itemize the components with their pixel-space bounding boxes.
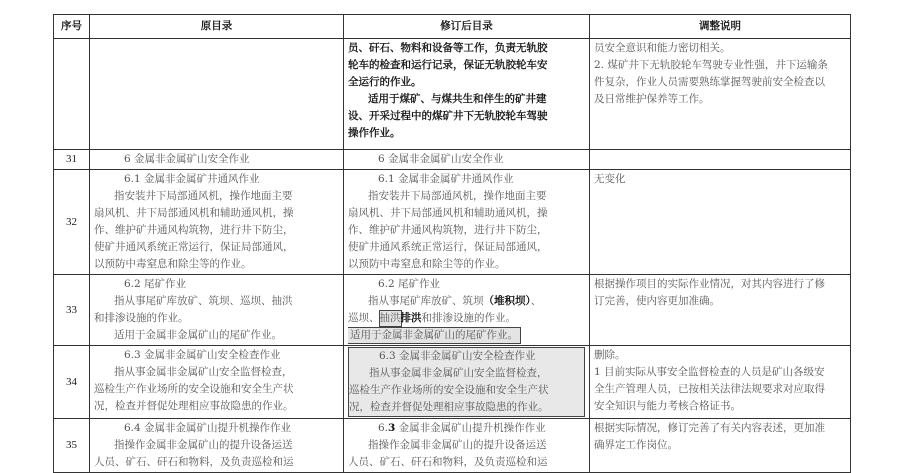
revised-line: 人员、矿石、矸石和物料，及负责巡检和运 xyxy=(348,456,548,468)
revised-cell xyxy=(344,170,590,275)
original-line: 况，检查并督促处理相应事故隐患的作业。 xyxy=(94,400,294,412)
note-line: 全生产管理人员，已按相关法律法规要求对应取得 xyxy=(594,383,825,395)
revised-line: 作、维护矿井通风构筑物，进行井下防尘， xyxy=(348,224,548,236)
revised-line: 全运行的作业。 xyxy=(348,76,422,88)
note-cell xyxy=(590,150,851,170)
revised-line: 使矿井通风系统正常运行，保证局部通风， xyxy=(348,241,548,253)
seq-cell: 33 xyxy=(54,275,90,346)
table-row xyxy=(54,419,851,473)
header-row xyxy=(54,15,851,39)
original-line: 指安装井下局部通风机，操作地面主要 xyxy=(114,190,293,202)
inserted-text: （堆积坝） xyxy=(483,295,531,307)
original-line: 指从事金属非金属矿山安全监督检查， xyxy=(114,366,293,378)
note-line: 根据操作项目的实际作业情况，对其内容进行了修 xyxy=(594,278,825,290)
original-line: 以预防中毒窒息和除尘等的作业。 xyxy=(94,258,252,270)
note-line: 订完善，使内容更加准确。 xyxy=(594,295,720,307)
seq-cell xyxy=(54,39,90,150)
original-line: 使矿井通风系统正常运行，保证局部通风， xyxy=(94,241,294,253)
revised-line xyxy=(348,327,585,344)
note-cell xyxy=(590,39,851,150)
original-line: 人员、矿石、矸石和物料，及负责巡检和运 xyxy=(94,456,294,468)
table-row xyxy=(54,39,851,150)
original-line: 6.1 金属非金属矿井通风作业 xyxy=(124,173,260,185)
text-run: 、 xyxy=(530,295,542,307)
note-line: 2. 煤矿井下无轨胶轮车驾驶专业性强，井下运输条 xyxy=(594,59,828,71)
original-cell xyxy=(90,419,344,473)
original-line: 扇风机、井下局部通风机和辅助通风机，操 xyxy=(94,207,294,219)
deleted-text: 抽洪 xyxy=(379,312,401,324)
revised-line: 操作作业。 xyxy=(348,127,401,139)
text-run: 指从事尾矿库放矿、筑坝 xyxy=(368,295,484,307)
table-row xyxy=(54,170,851,275)
original-cell xyxy=(90,346,344,419)
revised-cell xyxy=(344,419,590,473)
note-line: 件复杂，作业人员需要熟练掌握驾驶前安全检查以 xyxy=(594,76,825,88)
revised-line xyxy=(348,293,585,310)
revised-line: 扇风机、井下局部通风机和辅助通风机，操 xyxy=(348,207,548,219)
note-line: 及日常维护保养等工作。 xyxy=(594,93,710,105)
revised-line: 况，检查并督促处理相应事故隐患的作业。 xyxy=(349,401,549,413)
text-run: 6. xyxy=(378,422,389,434)
original-line: 6.2 尾矿作业 xyxy=(124,278,187,290)
original-line: 6.4 金属非金属矿山提升机操作作业 xyxy=(124,422,292,434)
revised-line: 6.1 金属非金属矿井通风作业 xyxy=(378,173,514,185)
seq-cell: 32 xyxy=(54,170,90,275)
inserted-text: 3 xyxy=(388,422,396,434)
revision-table xyxy=(53,14,851,473)
revised-line: 轮车的检查和运行记录，保证无轨胶轮车安 xyxy=(348,59,548,71)
revised-line: 6 金属非金属矿山安全作业 xyxy=(378,153,504,165)
original-line: 和排渗设施的作业。 xyxy=(94,312,189,324)
revised-line: 巡检生产作业场所的安全设施和安全生产状 xyxy=(349,384,549,396)
revised-cell xyxy=(344,346,590,419)
note-line: 安全知识与能力考核合格证书。 xyxy=(594,400,741,412)
note-cell xyxy=(590,275,851,346)
revised-line: 6.2 尾矿作业 xyxy=(378,278,441,290)
text-run: 金属非金属矿山提升机操作作业 xyxy=(395,422,546,434)
original-line: 巡检生产作业场所的安全设施和安全生产状 xyxy=(94,383,294,395)
inserted-text: 排洪 xyxy=(400,312,422,324)
revised-line: 指安装井下局部通风机，操作地面主要 xyxy=(368,190,547,202)
note-line: 1 目前实际从事安全监督检查的人员是矿山各级安 xyxy=(594,366,825,378)
header-note: 调整说明 xyxy=(590,15,851,39)
original-cell xyxy=(90,39,344,150)
table-row xyxy=(54,346,851,419)
note-cell xyxy=(590,419,851,473)
revised-line: 适用于煤矿、与煤共生和伴生的矿井建 xyxy=(368,93,547,105)
note-cell xyxy=(590,170,851,275)
note-line: 确界定工作岗位。 xyxy=(594,439,678,451)
text-run: 巡坝、 xyxy=(348,312,380,324)
seq-cell: 34 xyxy=(54,346,90,419)
header-revised: 修订后目录 xyxy=(344,15,590,39)
revised-cell xyxy=(344,39,590,150)
text-run: 和排渗设施的作业。 xyxy=(421,312,516,324)
original-line: 作、维护矿井通风构筑物，进行井下防尘， xyxy=(94,224,294,236)
original-cell xyxy=(90,150,344,170)
note-line: 无变化 xyxy=(594,173,626,185)
original-line: 6 金属非金属矿山安全作业 xyxy=(124,153,250,165)
table-row xyxy=(54,150,851,170)
original-line: 6.3 金属非金属矿山安全检查作业 xyxy=(124,349,281,361)
seq-cell: 31 xyxy=(54,150,90,170)
original-line: 适用于金属非金属矿山的尾矿作业。 xyxy=(114,329,282,341)
original-cell xyxy=(90,170,344,275)
revised-cell xyxy=(344,150,590,170)
revised-cell xyxy=(344,275,590,346)
revised-line: 指操作金属非金属矿山的提升设备运送 xyxy=(368,439,547,451)
note-cell xyxy=(590,346,851,419)
original-line: 指从事尾矿库放矿、筑坝、巡坝、抽洪 xyxy=(114,295,293,307)
seq-cell: 35 xyxy=(54,419,90,473)
header-seq: 序号 xyxy=(54,15,90,39)
revised-line: 指从事金属非金属矿山安全监督检查， xyxy=(369,367,548,379)
revised-line: 以预防中毒窒息和除尘等的作业。 xyxy=(348,258,506,270)
revised-line xyxy=(348,310,585,327)
revised-line: 设、开采过程中的煤矿井下无轨胶轮车驾驶 xyxy=(348,110,548,122)
revised-line xyxy=(348,420,585,437)
header-original: 原目录 xyxy=(90,15,344,39)
revised-line: 员、矸石、物料和设备等工作，负责无轨胶 xyxy=(348,42,548,54)
original-cell xyxy=(90,275,344,346)
original-line: 指操作金属非金属矿山的提升设备运送 xyxy=(114,439,293,451)
deleted-block xyxy=(348,347,585,417)
note-line: 员安全意识和能力密切相关。 xyxy=(594,42,731,54)
revised-line: 6.3 金属非金属矿山安全检查作业 xyxy=(379,350,536,362)
highlighted-text: 适用于金属非金属矿山的尾矿作业。 xyxy=(350,329,518,341)
note-line: 根据实际情况，修订完善了有关内容表述，更加准 xyxy=(594,422,825,434)
note-line: 删除。 xyxy=(594,349,626,361)
table-row xyxy=(54,275,851,346)
